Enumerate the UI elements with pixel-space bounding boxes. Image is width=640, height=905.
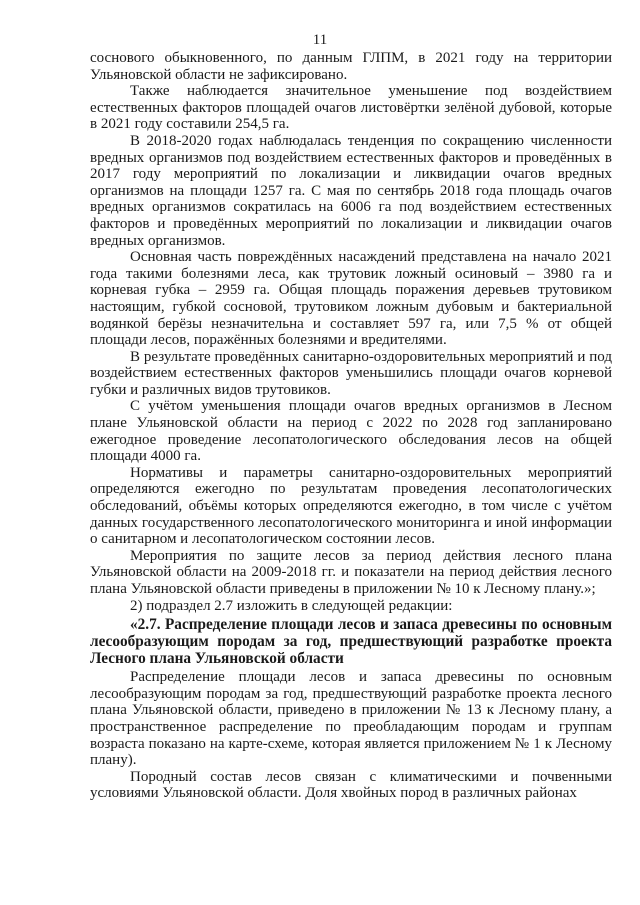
section-heading: «2.7. Распределение площади лесов и запаса древесины по основным лесообразующим породам за год, предшествующий разработке проекта Лесного плана Ульяновской области bbox=[90, 616, 612, 668]
page-number: 11 bbox=[312, 32, 328, 48]
paragraph: Мероприятия по защите лесов за период действия лесного плана Ульяновской области на 2009-2018 гг. и показатели на период действия лесного плана Ульяновской области приведены в приложении № 10 к Лесному плану.»; bbox=[90, 547, 612, 597]
paragraph: соснового обыкновенного, по данным ГЛПМ, в 2021 году на территории Ульяновской области не зафиксировано. bbox=[90, 50, 612, 83]
paragraph: Нормативы и параметры санитарно-оздоровительных мероприятий определяются ежегодно по результатам проведения лесопатологических обследований, объёмы которых определяются ежегодно, в том числе с учётом данных государственного лесопатологического мониторинга и иной информации о санитарном и лесопатологическом состоянии лесов. bbox=[90, 464, 612, 548]
paragraph: В результате проведённых санитарно-оздоровительных мероприятий и под воздействием естественных факторов уменьшились площади очагов корневой губки и различных видов трутовиков. bbox=[90, 348, 612, 398]
paragraph: В 2018-2020 годах наблюдалась тенденция по сокращению численности вредных организмов под воздействием естественных факторов и проведённых в 2017 году мероприятий по локализации и ликвидации очагов вредных организмов на площади 1257 га. С мая по сентябрь 2018 года площадь очагов вредных организмов сократилась на 6006 га под воздействием естественных факторов и проведённых мероприятий по локализации и ликвидации очагов вредных организмов. bbox=[90, 132, 612, 249]
paragraph: Породный состав лесов связан с климатическими и почвенными условиями Ульяновской области. Доля хвойных пород в различных районах bbox=[90, 768, 612, 802]
paragraph: Также наблюдается значительное уменьшение под воздействием естественных факторов площадей очагов листовёртки зелёной дубовой, которые в 2021 году составили 254,5 га. bbox=[90, 83, 612, 133]
amendment-item: 2) подраздел 2.7 изложить в следующей редакции: bbox=[130, 597, 453, 614]
document-body bbox=[90, 50, 612, 802]
paragraph: С учётом уменьшения площади очагов вредных организмов в Лесном плане Ульяновской области на период с 2022 по 2028 год запланировано ежегодное проведение лесопатологического обследования лесов на общей площади 4000 га. bbox=[90, 398, 612, 465]
paragraph: Основная часть повреждённых насаждений представлена на начало 2021 года такими болезнями леса, как трутовик ложный осиновый – 3980 га и корневая губка – 2959 га. Общая площадь поражения деревьев трутовиком настоящим, губкой сосновой, трутовиком ложным дубовым и бактериальной водянкой берёзы незначительна и составляет 597 га, или 7,5 % от общей площади лесов, поражённых болезнями и вредителями. bbox=[90, 249, 612, 349]
paragraph: Распределение площади лесов и запаса древесины по основным лесообразующим породам за год, предшествующий разработке проекта лесного плана Ульяновской области, приведено в приложении № 13 к Лесному плану, а пространственное распределение по преобладающим породам и группам возраста показано на карте-схеме, которая является приложением № 1 к Лесному плану). bbox=[90, 669, 612, 769]
